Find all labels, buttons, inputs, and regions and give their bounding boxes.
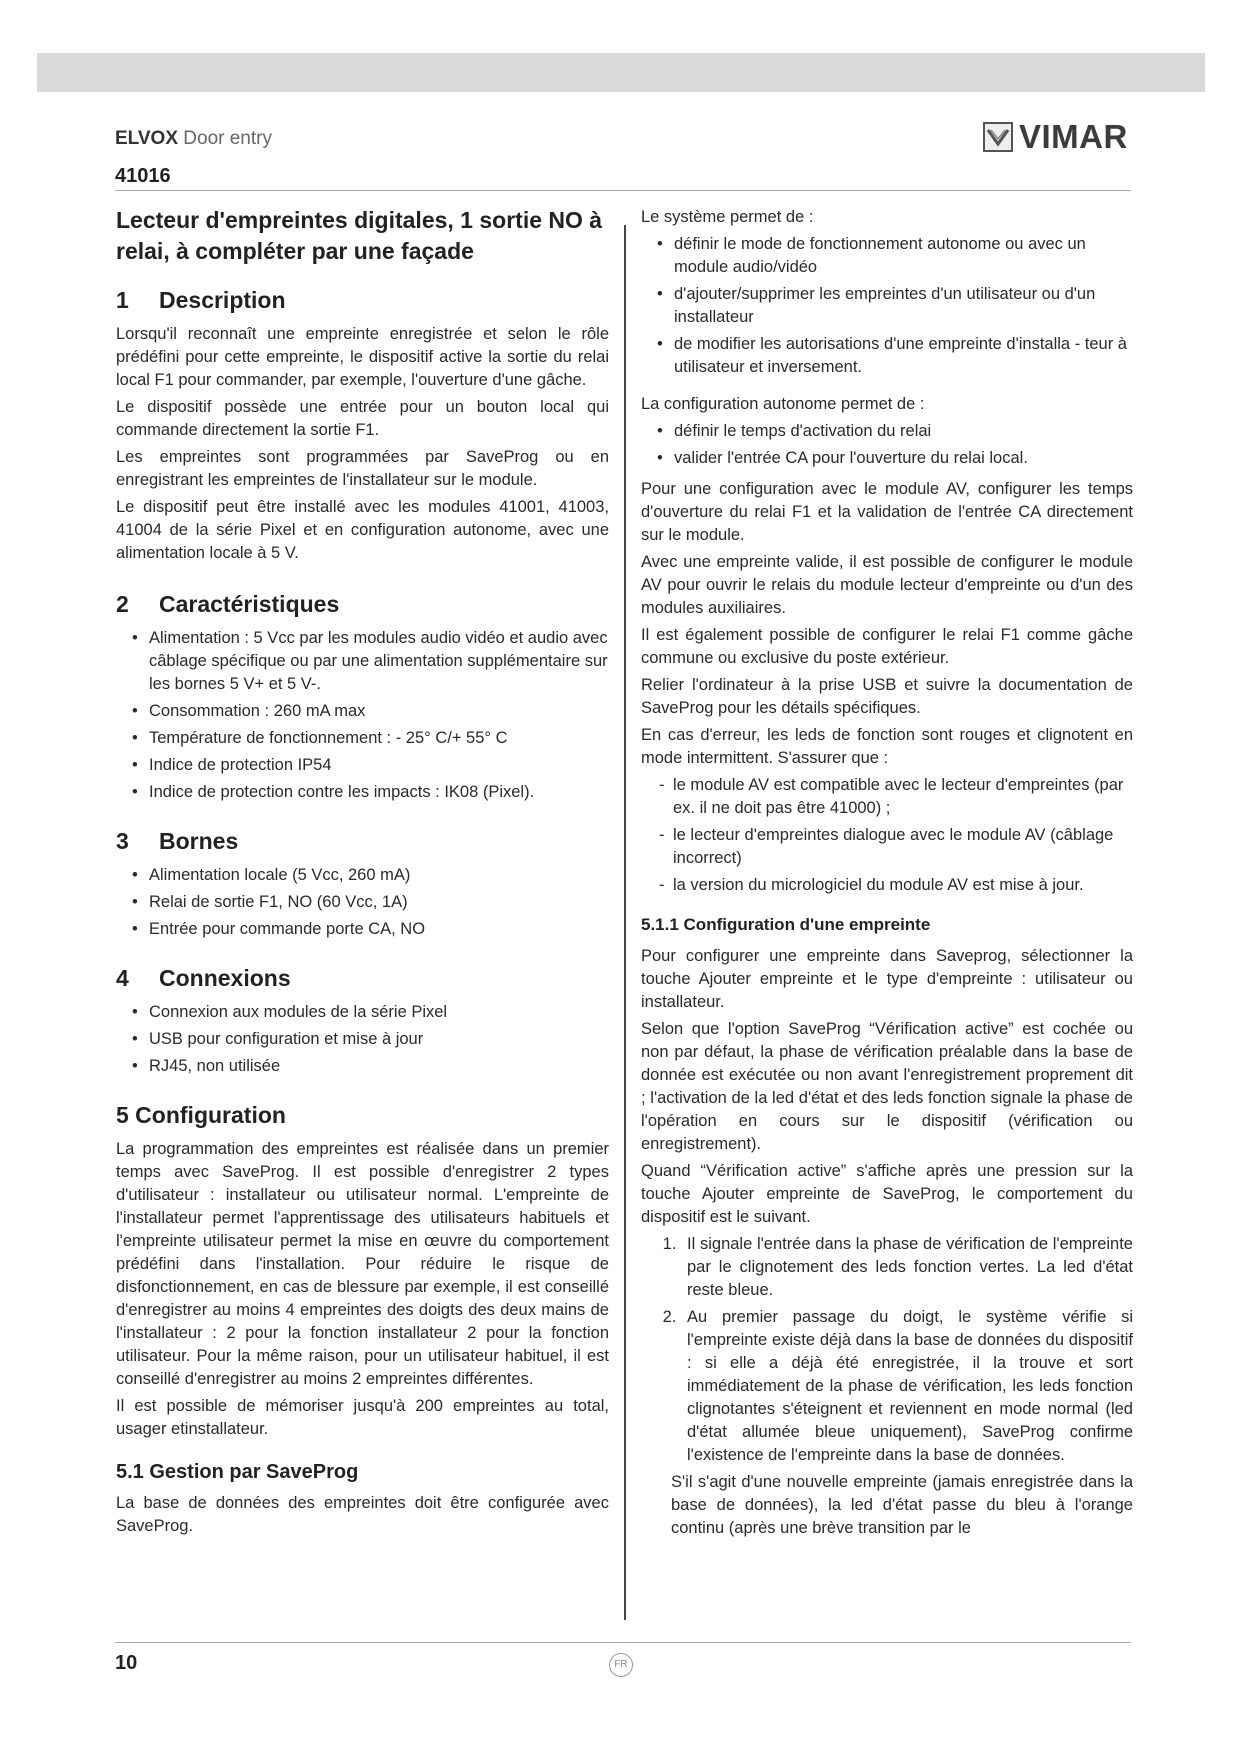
paragraph: La base de données des empreintes doit être configurée avec SaveProg. [116,1494,609,1535]
page-title: Lecteur d'empreintes digitales, 1 sortie NO à relai, à compléter par une façade [116,207,603,264]
list-item: - le module AV est compatible avec le lecteur d'empreintes (par ex. il ne doit pas être 41000) ; [659,774,1133,820]
footer-divider [115,1642,1131,1643]
paragraph: Pour une configuration avec le module AV, configurer les temps d'ouverture du relai F1 et la validation de l'entrée CA directement sur le module. [641,480,1133,544]
list-item: • de modifier les autorisations d'une empreinte d'installa - teur à utilisateur et inversement. [657,333,1133,379]
list-item: • Entrée pour commande porte CA, NO [132,918,609,941]
paragraph: Avec une empreinte valide, il est possible de configurer le module AV pour ouvrir le relais du module lecteur d'empreinte ou d'un des modules auxiliaires. [641,553,1133,617]
paragraph: Les empreintes sont programmées par SaveProg ou en enregistrant les empreintes de l'installateur sur le module. [116,448,609,489]
list-item: 1. Il signale l'entrée dans la phase de vérification de l'empreinte par le clignotement des leds fonction vertes. La led d'état reste bleue. [681,1233,1133,1302]
paragraph: Il est possible de mémoriser jusqu'à 200 empreintes au total, usager etinstallateur. [116,1397,609,1438]
list-item: • Alimentation : 5 Vcc par les modules audio vidéo et audio avec câblage spécifique ou par une alimentation supplémentaire sur les bornes 5 V+ et 5 V-. [132,627,609,696]
product-code: 41016 [115,165,171,187]
list-item: - le lecteur d'empreintes dialogue avec le module AV (câblage incorrect) [659,824,1133,870]
list-item: 2. Au premier passage du doigt, le système vérifie si l'empreinte existe déjà dans la base de données du dispositif : si elle a déjà été enregistrée, il la trouve et sort immédiatement de la phase de vérification, les leds fonction clignotantes s'éteignent et reviennent en mode normal (led d'état allumée bleue uniquement), SaveProg confirme l'existence de l'empreinte dans la base de données. [681,1306,1133,1467]
paragraph: En cas d'erreur, les leds de fonction sont rouges et clignotent en mode intermittent. S'assurer que : [641,726,1133,767]
section-heading: 2 Caractéristiques [116,591,340,617]
column-divider [624,225,626,1620]
vimar-logo [983,118,1128,156]
paragraph: Pour configurer une empreinte dans Saveprog, sélectionner la touche Ajouter empreinte et le type d'empreinte : utilisateur ou installateur. [641,947,1133,1011]
numbered-list [641,1233,1133,1467]
logo-text: VIMAR [1019,118,1128,155]
list-item: • Indice de protection contre les impacts : IK08 (Pixel). [132,781,609,804]
language-badge: FR [609,1653,633,1677]
subsection-heading: 5.1.1 Configuration d'une empreinte [641,915,931,934]
list-item: • Température de fonctionnement : - 25° C/+ 55° C [132,727,609,750]
page-number: 10 [115,1652,138,1674]
bullet-list [116,1001,609,1078]
brand-rest: Door entry [183,128,272,149]
right-column [641,206,1133,1544]
bullet-list [641,233,1133,379]
list-item: • Alimentation locale (5 Vcc, 260 mA) [132,864,609,887]
list-item: • d'ajouter/supprimer les empreintes d'un utilisateur ou d'un installateur [657,283,1133,329]
paragraph: S'il s'agit d'une nouvelle empreinte (jamais enregistrée dans la base de données), la led d'état passe du bleu à l'orange continu (après une brève transition par le [671,1473,1133,1537]
bullet-list [116,627,609,804]
dash-list [641,774,1133,897]
list-item: - la version du micrologiciel du module AV est mise à jour. [659,874,1133,897]
list-item: • Indice de protection IP54 [132,754,609,777]
paragraph: Le dispositif peut être installé avec les modules 41001, 41003, 41004 de la série Pixel et en configuration autonome, avec une alimentation locale à 5 V. [116,498,609,562]
paragraph: Relier l'ordinateur à la prise USB et suivre la documentation de SaveProg pour les détails spécifiques. [641,676,1133,717]
paragraph: La configuration autonome permet de : [641,395,925,413]
paragraph: Le dispositif possède une entrée pour un bouton local qui commande directement la sortie F1. [116,398,609,439]
paragraph: Selon que l'option SaveProg “Vérification active” est cochée ou non par défaut, la phase de vérification préalable dans la base de donnée est exécutée ou non avant l'enregistrement proprement dit ; l'activation de la led d'état et des leds fonction signale la phase de l'opération en cours sur le dispositif (vérification ou enregistrement). [641,1020,1133,1153]
list-item: • définir le mode de fonctionnement autonome ou avec un module audio/vidéo [657,233,1133,279]
list-item: • Consommation : 260 mA max [132,700,609,723]
bullet-list [641,420,1133,470]
list-item: • USB pour configuration et mise à jour [132,1028,609,1051]
section-heading: 3 Bornes [116,828,239,854]
brand-bold: ELVOX [115,128,178,149]
list-item: • définir le temps d'activation du relai [657,420,1133,443]
paragraph: Le système permet de : [641,208,814,226]
list-item: • Connexion aux modules de la série Pixel [132,1001,609,1024]
list-item: • valider l'entrée CA pour l'ouverture du relai local. [657,447,1133,470]
list-item: • Relai de sortie F1, NO (60 Vcc, 1A) [132,891,609,914]
top-banner [37,53,1205,92]
section-heading: 1 Description [116,287,286,313]
paragraph: La programmation des empreintes est réalisée dans un premier temps avec SaveProg. Il est possible d'enregistrer 2 types d'utilisateur : installateur ou utilisateur normal. L'empreinte de l'installateur permet l'apprentissage des utilisateurs habituels et l'empreinte utilisateur permet la mise en œuvre du comportement prédéfini dans l'installation. Pour réduire le risque de disfonctionnement, en cas de blessure par exemple, il est conseillé d'enregistrer au moins 4 empreintes des doigts des deux mains de l'installateur : 2 pour la fonction installateur 2 pour la fonction utilisateur. Pour la même raison, pour un utilisateur habituel, il est conseillé d'enregistrer au moins 2 empreintes différentes. [116,1140,609,1388]
list-item: • RJ45, non utilisée [132,1055,609,1078]
paragraph: Lorsqu'il reconnaît une empreinte enregistrée et selon le rôle prédéfini pour cette empreinte, le dispositif active la sortie du relai local F1 pour commander, par exemple, l'ouverture d'une gâche. [116,325,609,389]
bullet-list [116,864,609,941]
subsection-heading: 5.1 Gestion par SaveProg [116,1461,359,1483]
paragraph: Il est également possible de configurer le relai F1 comme gâche commune ou exclusive du poste extérieur. [641,626,1133,667]
vimar-logo-icon [983,122,1013,152]
paragraph: Quand “Vérification active” s'affiche après une pression sur la touche Ajouter empreinte de SaveProg, le comportement du dispositif est le suivant. [641,1162,1133,1226]
header-divider [115,190,1131,191]
left-column [116,205,609,1542]
brand-label [115,128,272,150]
section-heading: 4 Connexions [116,965,291,991]
section-heading: 5 Configuration [116,1102,286,1128]
